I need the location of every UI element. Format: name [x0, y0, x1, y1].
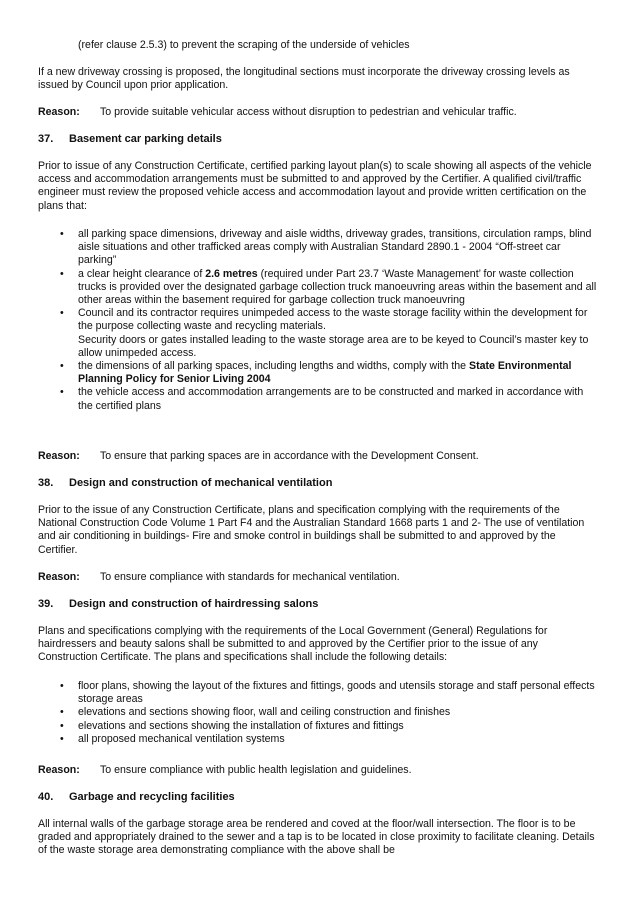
list-item-text: elevations and sections showing the installation of fixtures and fittings — [78, 719, 404, 732]
reason-block — [38, 450, 598, 463]
list-item — [60, 307, 598, 360]
bullet-glyph: • — [60, 360, 64, 373]
list-item — [60, 386, 598, 412]
continued-line: (refer clause 2.5.3) to prevent the scraping of the underside of vehicles — [78, 39, 410, 51]
section-39-paragraph: Plans and specifications complying with the requirements of the Local Government (General) Regulations for hairdressers and beauty salons shall be submitted to and approved by the Certifier prior to the issue of any Construction Certificate. The plans and specifications shall include the following details: — [38, 625, 548, 664]
reason-text: To ensure compliance with public health legislation and guidelines. — [100, 764, 412, 776]
section-heading-39 — [38, 598, 598, 611]
section-number: 37. — [38, 133, 54, 145]
bullet-glyph: • — [60, 706, 64, 719]
section-number: 38. — [38, 477, 54, 489]
list-item-bold: State Environmental Planning Policy for Senior Living 2004 — [78, 360, 572, 386]
list-item-text: the dimensions of all parking spaces, including lengths and widths, comply with the — [78, 360, 470, 373]
driveway-paragraph: If a new driveway crossing is proposed, the longitudinal sections must incorporate the driveway crossing levels as issued by Council upon prior application. — [38, 66, 570, 92]
list-item-text: all parking space dimensions, driveway and aisle widths, driveway grades, transitions, circulation ramps, blind aisle situations and other trafficked areas comply with Australian Standard 2890.1 - 2004 “Off-street car parking” — [78, 228, 592, 267]
section-number: 40. — [38, 791, 54, 803]
bullet-glyph: • — [60, 732, 64, 745]
reason-label: Reason: — [38, 571, 80, 583]
bullet-glyph: • — [60, 719, 64, 732]
list-item — [60, 706, 598, 719]
bullet-glyph: • — [60, 680, 64, 692]
section-title: Design and construction of mechanical ventilation — [69, 477, 333, 489]
list-item-text: (required under Part 23.7 ‘Waste Management’ for waste collection trucks is provided over the designated garbage collection truck manoeuvring areas within the basement and all other areas within the basement required for garbage collection truck manoeuvring — [78, 267, 597, 307]
bullet-glyph: • — [60, 307, 64, 320]
section-heading-40 — [38, 791, 598, 804]
list-item — [60, 228, 598, 268]
reason-block — [38, 571, 598, 584]
reason-label: Reason: — [38, 106, 80, 118]
list-item-text: Security doors or gates installed leading to the waste storage area are to be keyed to Council’s master key to allow unimpeded access. — [78, 333, 589, 359]
section-title: Garbage and recycling facilities — [69, 791, 235, 803]
list-item-bold: 2.6 metres — [205, 267, 258, 280]
reason-text: To ensure that parking spaces are in accordance with the Development Consent. — [100, 450, 479, 462]
section-38-paragraph: Prior to the issue of any Construction Certificate, plans and specification complying with the requirements of the National Construction Code Volume 1 Part F4 and the Australian Standard 1668 parts 1 and 2- The use of ventilation and air conditioning in buildings- Fire and smoke control in buildings shall be submitted to and approved by the Certifier. — [38, 504, 585, 556]
reason-label: Reason: — [38, 764, 80, 776]
bullet-glyph: • — [60, 386, 64, 399]
reason-label: Reason: — [38, 450, 80, 462]
list-item — [60, 680, 598, 706]
section-heading-37 — [38, 133, 598, 146]
reason-block — [38, 764, 598, 777]
section-title: Basement car parking details — [69, 133, 222, 145]
list-item — [60, 720, 598, 733]
section-37-bullet-list — [60, 228, 598, 413]
reason-text: To provide suitable vehicular access without disruption to pedestrian and vehicular traffic. — [100, 106, 517, 118]
list-item-text: all proposed mechanical ventilation systems — [78, 732, 285, 745]
list-item — [60, 268, 598, 308]
bullet-glyph: • — [60, 228, 64, 240]
section-heading-38 — [38, 477, 598, 490]
list-item-text: the vehicle access and accommodation arrangements are to be constructed and marked in accordance with the certified plans — [78, 386, 584, 412]
list-item-text: elevations and sections showing floor, wall and ceiling construction and finishes — [78, 706, 451, 719]
section-37-paragraph: Prior to issue of any Construction Certificate, certified parking layout plan(s) to scale showing all aspects of the vehicle access and accommodation arrangements must be submitted to and approved by the Certifier. A qualified civil/traffic engineer must review the proposed vehicle access and accommodation layout and provide written certification on the plans that: — [38, 160, 592, 212]
section-39-bullet-list — [60, 680, 598, 746]
section-40-paragraph: All internal walls of the garbage storage area be rendered and coved at the floor/wall intersection. The floor is to be graded and appropriately drained to the sewer and a tap is to be located in close proximity to facilitate cleaning. Details of the waste storage area demonstrating compliance with the above shall be — [38, 818, 595, 857]
section-number: 39. — [38, 598, 54, 610]
list-item-text: a clear height clearance of — [78, 267, 206, 280]
reason-block — [38, 106, 598, 119]
list-item — [60, 360, 598, 386]
bullet-glyph: • — [60, 267, 64, 280]
reason-text: To ensure compliance with standards for mechanical ventilation. — [100, 571, 400, 583]
list-item — [60, 733, 598, 746]
list-item-text: Council and its contractor requires unimpeded access to the waste storage facility within the development for the purpose collecting waste and recycling materials. — [78, 307, 588, 333]
list-item-text: floor plans, showing the layout of the fixtures and fittings, goods and utensils storage and staff personal effects storage areas — [78, 680, 595, 706]
section-title: Design and construction of hairdressing salons — [69, 598, 319, 610]
